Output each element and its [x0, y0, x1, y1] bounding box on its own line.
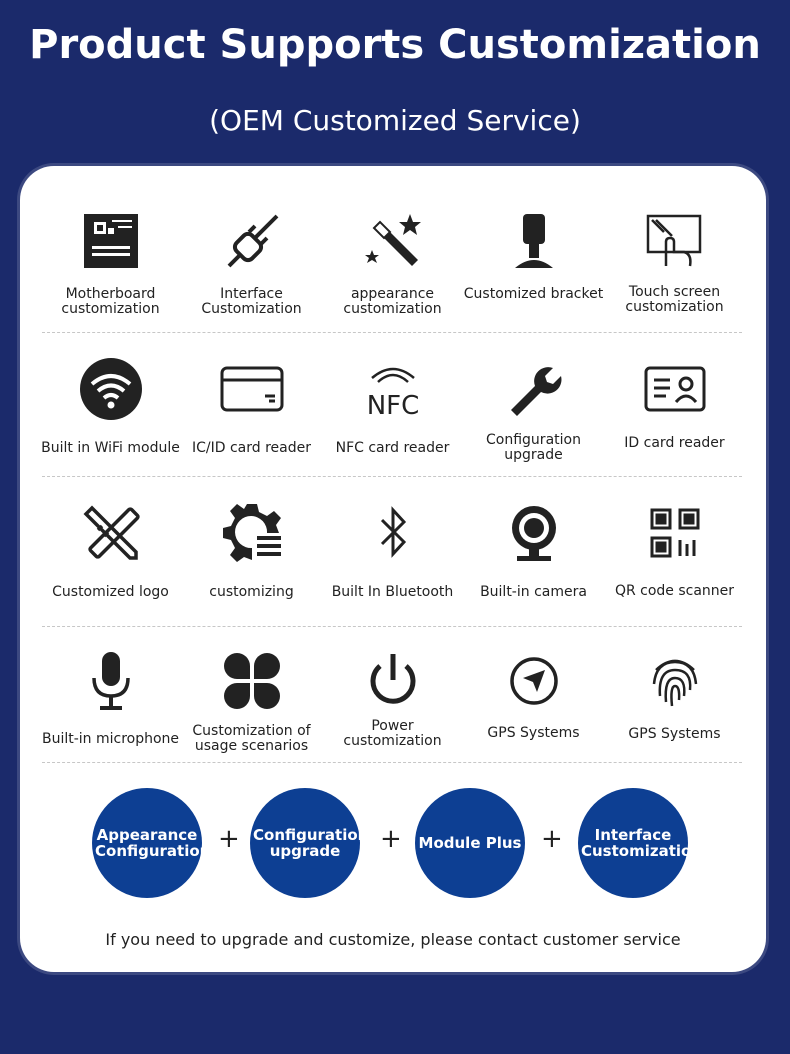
feature-label: Power customization	[343, 718, 442, 749]
bracket-icon	[501, 208, 567, 274]
card-icon	[219, 356, 285, 422]
feature-label: Interface Customization	[201, 286, 302, 317]
feature-label: Built in WiFi module	[41, 440, 180, 456]
feature-label: customizing	[209, 584, 294, 600]
wifi-icon	[78, 356, 144, 422]
feature-scenarios	[181, 626, 322, 766]
feature-label: NFC card reader	[335, 440, 450, 456]
feature-row-4	[40, 626, 746, 766]
feature-appearance	[322, 186, 463, 326]
feature-label: GPS Systems	[487, 725, 580, 741]
feature-label: Touch screen customization	[625, 284, 724, 315]
feature-label: Configuration upgrade	[486, 432, 581, 463]
feature-touch	[604, 186, 745, 326]
feature-label: Customization of usage scenarios	[192, 723, 311, 754]
contact-note: If you need to upgrade and customize, please contact customer service	[105, 930, 681, 949]
magic-wand-icon	[360, 208, 426, 274]
feature-label: Built-in microphone	[41, 731, 180, 747]
row-divider	[42, 476, 742, 477]
feature-bluetooth	[322, 478, 463, 618]
feature-label: Built-in camera	[480, 584, 587, 600]
plug-icon	[219, 208, 285, 274]
feature-label: IC/ID card reader	[192, 440, 311, 456]
feature-config-upgrade	[463, 334, 604, 474]
power-icon	[360, 648, 426, 714]
feature-label: Motherboard customization	[61, 286, 160, 317]
feature-wifi	[40, 334, 181, 474]
feature-motherboard	[40, 186, 181, 326]
feature-gps	[463, 626, 604, 766]
qr-code-icon	[642, 500, 708, 566]
combo-appearance: Appearance Configuration	[92, 788, 202, 898]
combo-interface: Interface Customization	[578, 788, 688, 898]
feature-card	[20, 166, 766, 972]
svg-text:NFC: NFC	[366, 391, 419, 421]
plus-sign: +	[218, 824, 240, 854]
clover-icon	[219, 648, 285, 714]
plus-sign: +	[380, 824, 402, 854]
page-subtitle: (OEM Customized Service)	[209, 104, 581, 137]
id-card-icon	[642, 356, 708, 422]
touch-screen-icon	[642, 208, 708, 274]
feature-label: Customized bracket	[463, 286, 604, 302]
feature-ic-card	[181, 334, 322, 474]
feature-nfc	[322, 334, 463, 474]
feature-interface	[181, 186, 322, 326]
pencil-ruler-icon	[78, 500, 144, 566]
feature-power	[322, 626, 463, 766]
feature-customizing	[181, 478, 322, 618]
feature-bracket	[463, 186, 604, 326]
row-divider	[42, 332, 742, 333]
plus-sign: +	[541, 824, 563, 854]
gear-icon	[219, 500, 285, 566]
fingerprint-icon	[642, 648, 708, 714]
feature-row-1	[40, 186, 746, 326]
combo-module-plus: Module Plus	[415, 788, 525, 898]
feature-label: appearance customization	[343, 286, 442, 317]
feature-qr	[604, 478, 745, 618]
microphone-icon	[78, 648, 144, 714]
feature-id-card	[604, 334, 745, 474]
camera-icon	[501, 500, 567, 566]
feature-label: Customized logo	[52, 584, 169, 600]
feature-label: QR code scanner	[614, 583, 735, 599]
feature-microphone	[40, 626, 181, 766]
feature-row-2	[40, 334, 746, 474]
page-title: Product Supports Customization	[29, 22, 761, 68]
feature-label: Built In Bluetooth	[331, 584, 454, 600]
feature-row-3	[40, 478, 746, 618]
compass-icon	[501, 648, 567, 714]
combo-configuration: Configuration upgrade	[250, 788, 360, 898]
wrench-icon	[501, 356, 567, 422]
feature-label: ID card reader	[624, 435, 725, 451]
nfc-icon	[360, 356, 426, 422]
row-divider	[42, 762, 742, 763]
feature-logo	[40, 478, 181, 618]
motherboard-icon	[78, 208, 144, 274]
feature-gps-fingerprint	[604, 626, 745, 766]
feature-label: GPS Systems	[628, 726, 721, 742]
bluetooth-icon	[360, 500, 426, 566]
feature-camera	[463, 478, 604, 618]
